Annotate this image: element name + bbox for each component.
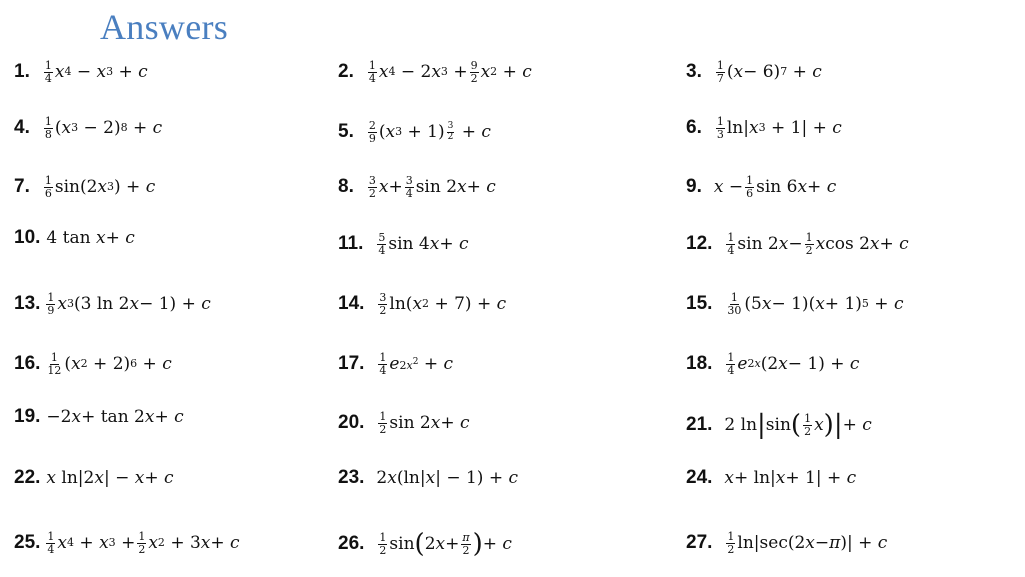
answer-number: 2. [338,61,354,82]
page-title: Answers [100,7,229,47]
answer-expression: $\frac{1}{12}$ ( x 2 + 2) 6 + c [47,350,172,377]
answer-22 [14,448,174,508]
answer-11 [338,214,469,274]
answer-expression: $\frac{1}{8}$ ( x 3 − 2) 8 + c [44,114,163,141]
answer-number: 12. [686,233,713,254]
answer-expression: $\frac{2}{9}$ ( x 3 + 1) $\frac{3}{2}$ + c [368,118,491,145]
answer-expression: $\frac{1}{7}$ ( x − 6) 7 + c [716,58,822,85]
answer-number: 13. [14,293,41,314]
answer-21 [686,395,872,455]
answer-number: 5. [338,121,354,142]
answer-expression: $\frac{1}{4}$ sin 2 x − $\frac{1}{2}$ x cos 2 x + c [727,230,909,257]
answer-1 [14,42,148,102]
answer-expression: $\frac{1}{4}$ x 4 − 2 x 3 + $\frac{9}{2}$ x 2 + c [368,58,532,85]
answer-number: 9. [686,176,702,197]
answer-14 [338,274,506,334]
answer-expression: $\frac{1}{4}$ e $2x^2$ + c [379,350,454,377]
answer-expression: $\frac{1}{9}$ x 3 (3 ln 2 x − 1) + c [47,290,211,317]
answer-17 [338,334,453,394]
answer-expression: x − $\frac{1}{6}$ sin 6 x + c [713,173,837,200]
answer-number: 11. [338,233,364,254]
answer-expression: $\frac{1}{4}$ x 4 + x 3 + $\frac{1}{2}$ x 2 + 3 x + c [47,529,240,556]
answer-24 [686,448,856,508]
answer-number: 27. [686,532,713,553]
answer-expression: $\frac{1}{2}$ ln|sec(2 x − π )| + c [727,529,888,556]
answer-18 [686,334,859,394]
answer-expression: x + ln| x + 1| + c [724,468,857,488]
answer-expression: $\frac{1}{4}$ x 4 − x 3 + c [44,58,148,85]
answer-16 [14,334,172,394]
answer-expression: 2 ln | sin ( $\frac{1}{2}$ x ) | + c [724,410,872,440]
answer-9 [686,157,836,217]
answer-19 [14,387,184,447]
answer-expression: $\frac{1}{2}$ sin 2 x + c [379,409,470,436]
answer-expression: 4 tan x + c [46,228,135,248]
answer-expression: $\frac{3}{2}$ ln( x 2 + 7) + c [379,290,507,317]
answer-number: 20. [338,412,365,433]
answer-expression: $\frac{1}{30}$ (5 x − 1)( x + 1) 5 + c [727,290,904,317]
answer-expression: 2 x (ln| x | − 1) + c [376,468,519,488]
answer-number: 14. [338,293,365,314]
answer-13 [14,274,211,334]
answer-expression: $\frac{1}{6}$ sin(2 x 3 ) + c [44,173,156,200]
answer-number: 8. [338,176,354,197]
answer-number: 19. [14,406,41,427]
answer-12 [686,214,909,274]
answer-expression: $\frac{1}{4}$ e 2x (2 x − 1) + c [727,350,860,377]
answer-expression: $\frac{3}{2}$ x + $\frac{3}{4}$ sin 2 x + c [368,173,496,200]
answer-expression: x ln|2 x | − x + c [46,468,174,488]
answer-number: 25. [14,532,41,553]
answer-number: 3. [686,61,702,82]
answer-number: 10. [14,227,41,248]
answer-15 [686,274,904,334]
answer-5 [338,102,491,162]
answer-number: 7. [14,176,30,197]
answer-expression: $\frac{5}{4}$ sin 4 x + c [378,230,469,257]
answer-number: 24. [686,467,713,488]
answer-4 [14,98,162,158]
answer-number: 21. [686,414,713,435]
answer-number: 6. [686,117,702,138]
answer-25 [14,513,240,573]
answer-number: 23. [338,467,365,488]
answer-expression: −2 x + tan 2 x + c [46,407,184,427]
answer-8 [338,157,496,217]
answer-23 [338,448,518,508]
answer-26 [338,514,512,574]
answer-number: 22. [14,467,41,488]
answer-expression: $\frac{1}{3}$ ln| x 3 + 1| + c [716,114,842,141]
answer-number: 15. [686,293,713,314]
answer-number: 18. [686,353,713,374]
answer-20 [338,393,470,453]
answer-number: 17. [338,353,365,374]
answer-number: 1. [14,61,30,82]
answer-6 [686,98,842,158]
answer-expression: $\frac{1}{2}$ sin ( 2 x + $\frac{\pi}{2}$ ) + c [379,529,512,559]
answer-10 [14,208,135,268]
answer-2 [338,42,532,102]
answer-27 [686,513,887,573]
answer-number: 4. [14,117,30,138]
answer-3 [686,42,822,102]
answer-number: 26. [338,533,365,554]
answer-number: 16. [14,353,41,374]
